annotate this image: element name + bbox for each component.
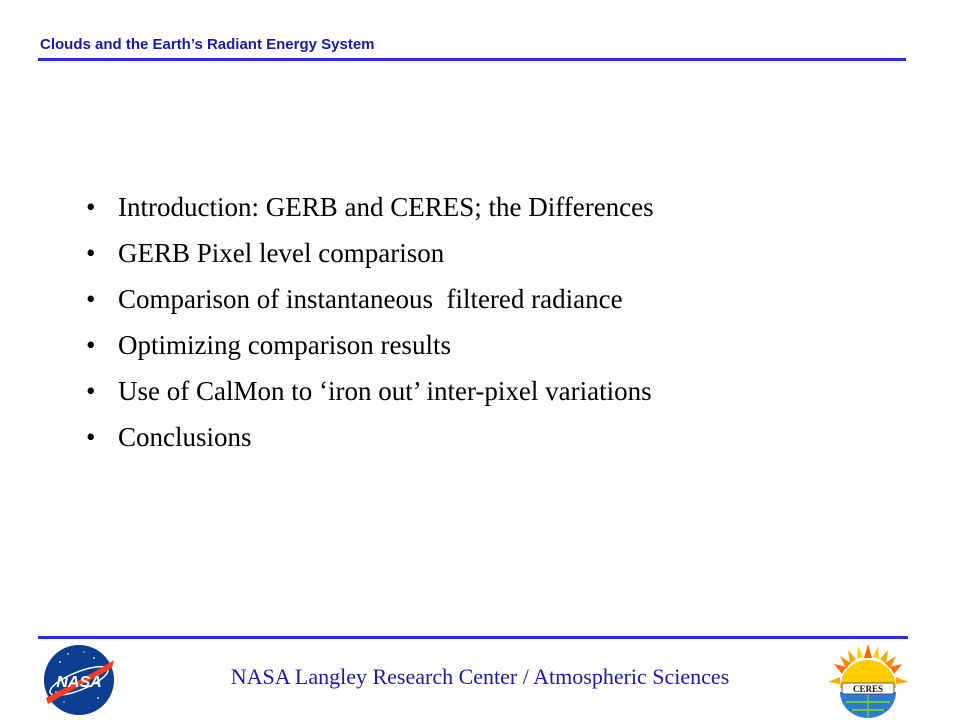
ceres-logo-lettering: CERES	[852, 684, 884, 694]
header-divider	[38, 58, 906, 61]
bullet-icon: •	[86, 192, 96, 222]
bullet-icon: •	[86, 376, 96, 406]
bullet-icon: •	[86, 284, 96, 314]
ceres-sun-logo-icon	[826, 640, 910, 720]
bullet-icon: •	[86, 238, 96, 268]
nasa-logo-lettering: NASA	[56, 674, 102, 691]
footer-text: NASA Langley Research Center / Atmospheric Sciences	[230, 664, 730, 689]
list-item-text: Optimizing comparison results	[118, 330, 451, 360]
list-item-text: Introduction: GERB and CERES; the Differences	[118, 192, 654, 222]
footer-divider	[38, 636, 908, 639]
bullet-icon: •	[86, 422, 96, 452]
list-item	[86, 184, 654, 230]
list-item-text: Comparison of instantaneous filtered radiance	[118, 284, 623, 314]
list-item-text: Conclusions	[118, 422, 252, 452]
list-item	[86, 276, 654, 322]
header-title: Clouds and the Earth’s Radiant Energy System	[40, 36, 375, 53]
list-item	[86, 414, 654, 460]
agenda-list	[86, 184, 654, 460]
list-item	[86, 322, 654, 368]
bullet-icon: •	[86, 330, 96, 360]
list-item	[86, 230, 654, 276]
list-item	[86, 368, 654, 414]
list-item-text: GERB Pixel level comparison	[118, 238, 445, 268]
list-item-text: Use of CalMon to ‘iron out’ inter-pixel variations	[118, 376, 652, 406]
